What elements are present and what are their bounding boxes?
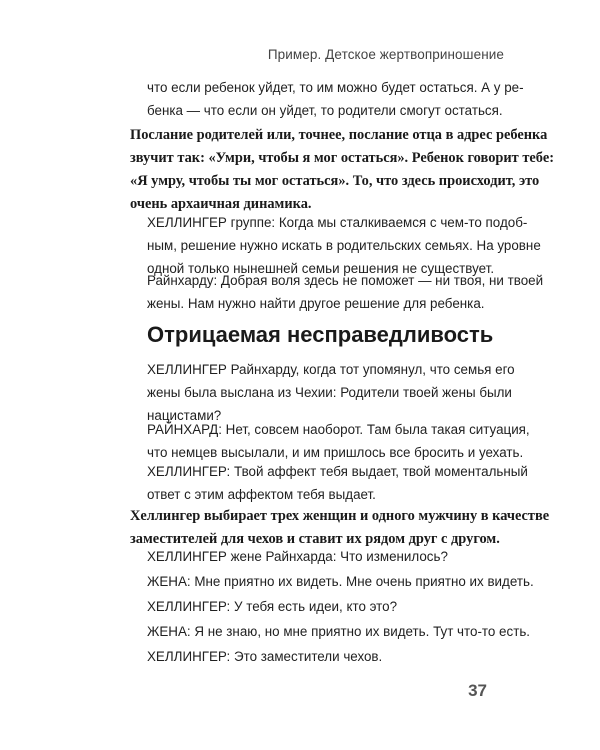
continuation-paragraph [147,76,524,122]
text-line: РАЙНХАРД: Нет, совсем наоборот. Там была такая ситуация, [147,422,530,437]
dialogue-line [147,570,534,593]
text-line: ответ с этим аффектом тебя выдает. [147,487,376,502]
text-line: Хеллингер выбирает трех женщин и одного мужчину в качестве [130,508,550,524]
dialogue-line [147,545,507,568]
section-heading: Отрицаемая несправедливость [147,322,494,347]
dialogue-line [147,645,507,668]
text-line: звучит так: «Умри, чтобы я мог остаться». Ребенок говорит тебе: [130,150,554,166]
narration-paragraph [130,124,554,216]
text-line: ным, решение нужно искать в родительских семьях. На уровне [147,238,541,253]
text-line: заместителей для чехов и ставит их рядом друг с другом. [130,531,500,547]
text-line: ХЕЛЛИНГЕР: Это заместители чехов. [147,649,383,664]
dialogue-paragraph [147,460,528,506]
text-line: нацистами? [147,408,222,423]
text-line: очень архаичная динамика. [130,196,312,212]
text-line: одной только нынешней семьи решения не существует. [147,261,495,276]
text-line: что немцев высылали, и им пришлось все бросить и уехать. [147,445,524,460]
text-line: ХЕЛЛИНГЕР жене Райнхарда: Что изменилось? [147,549,448,564]
text-line: бенка — что если он уйдет, то родители смогут остаться. [147,103,503,118]
text-line: Райнхарду: Добрая воля здесь не поможет — ни твоя, ни твоей [147,273,544,288]
page-number: 37 [468,681,487,700]
text-line: жены была выслана из Чехии: Родители твоей жены были [147,385,512,400]
text-line: ЖЕНА: Я не знаю, но мне приятно их видеть. Тут что-то есть. [147,624,531,639]
running-head: Пример. Детское жертвоприношение [267,47,504,62]
text-line: ЖЕНА: Мне приятно их видеть. Мне очень приятно их видеть. [147,574,534,589]
dialogue-paragraph [147,358,515,427]
text-line: ХЕЛЛИНГЕР Райнхарду, когда тот упомянул, что семья его [147,362,515,377]
text-line: Послание родителей или, точнее, послание отца в адрес ребенка [130,127,548,143]
text-line: жены. Нам нужно найти другое решение для ребенка. [147,296,485,311]
text-line: ХЕЛЛИНГЕР группе: Когда мы сталкиваемся с чем-то подоб- [147,215,528,230]
dialogue-line [147,595,507,618]
dialogue-paragraph [147,269,544,315]
text-line: ХЕЛЛИНГЕР: Твой аффект тебя выдает, твой моментальный [147,464,528,479]
dialogue-paragraph [147,418,530,464]
text-line: ХЕЛЛИНГЕР: У тебя есть идеи, кто это? [147,599,398,614]
dialogue-line [147,620,531,643]
text-line: «Я умру, чтобы ты мог остаться». То, что здесь происходит, это [130,173,540,189]
text-line: что если ребенок уйдет, то им можно будет остаться. А у ре- [147,80,524,95]
